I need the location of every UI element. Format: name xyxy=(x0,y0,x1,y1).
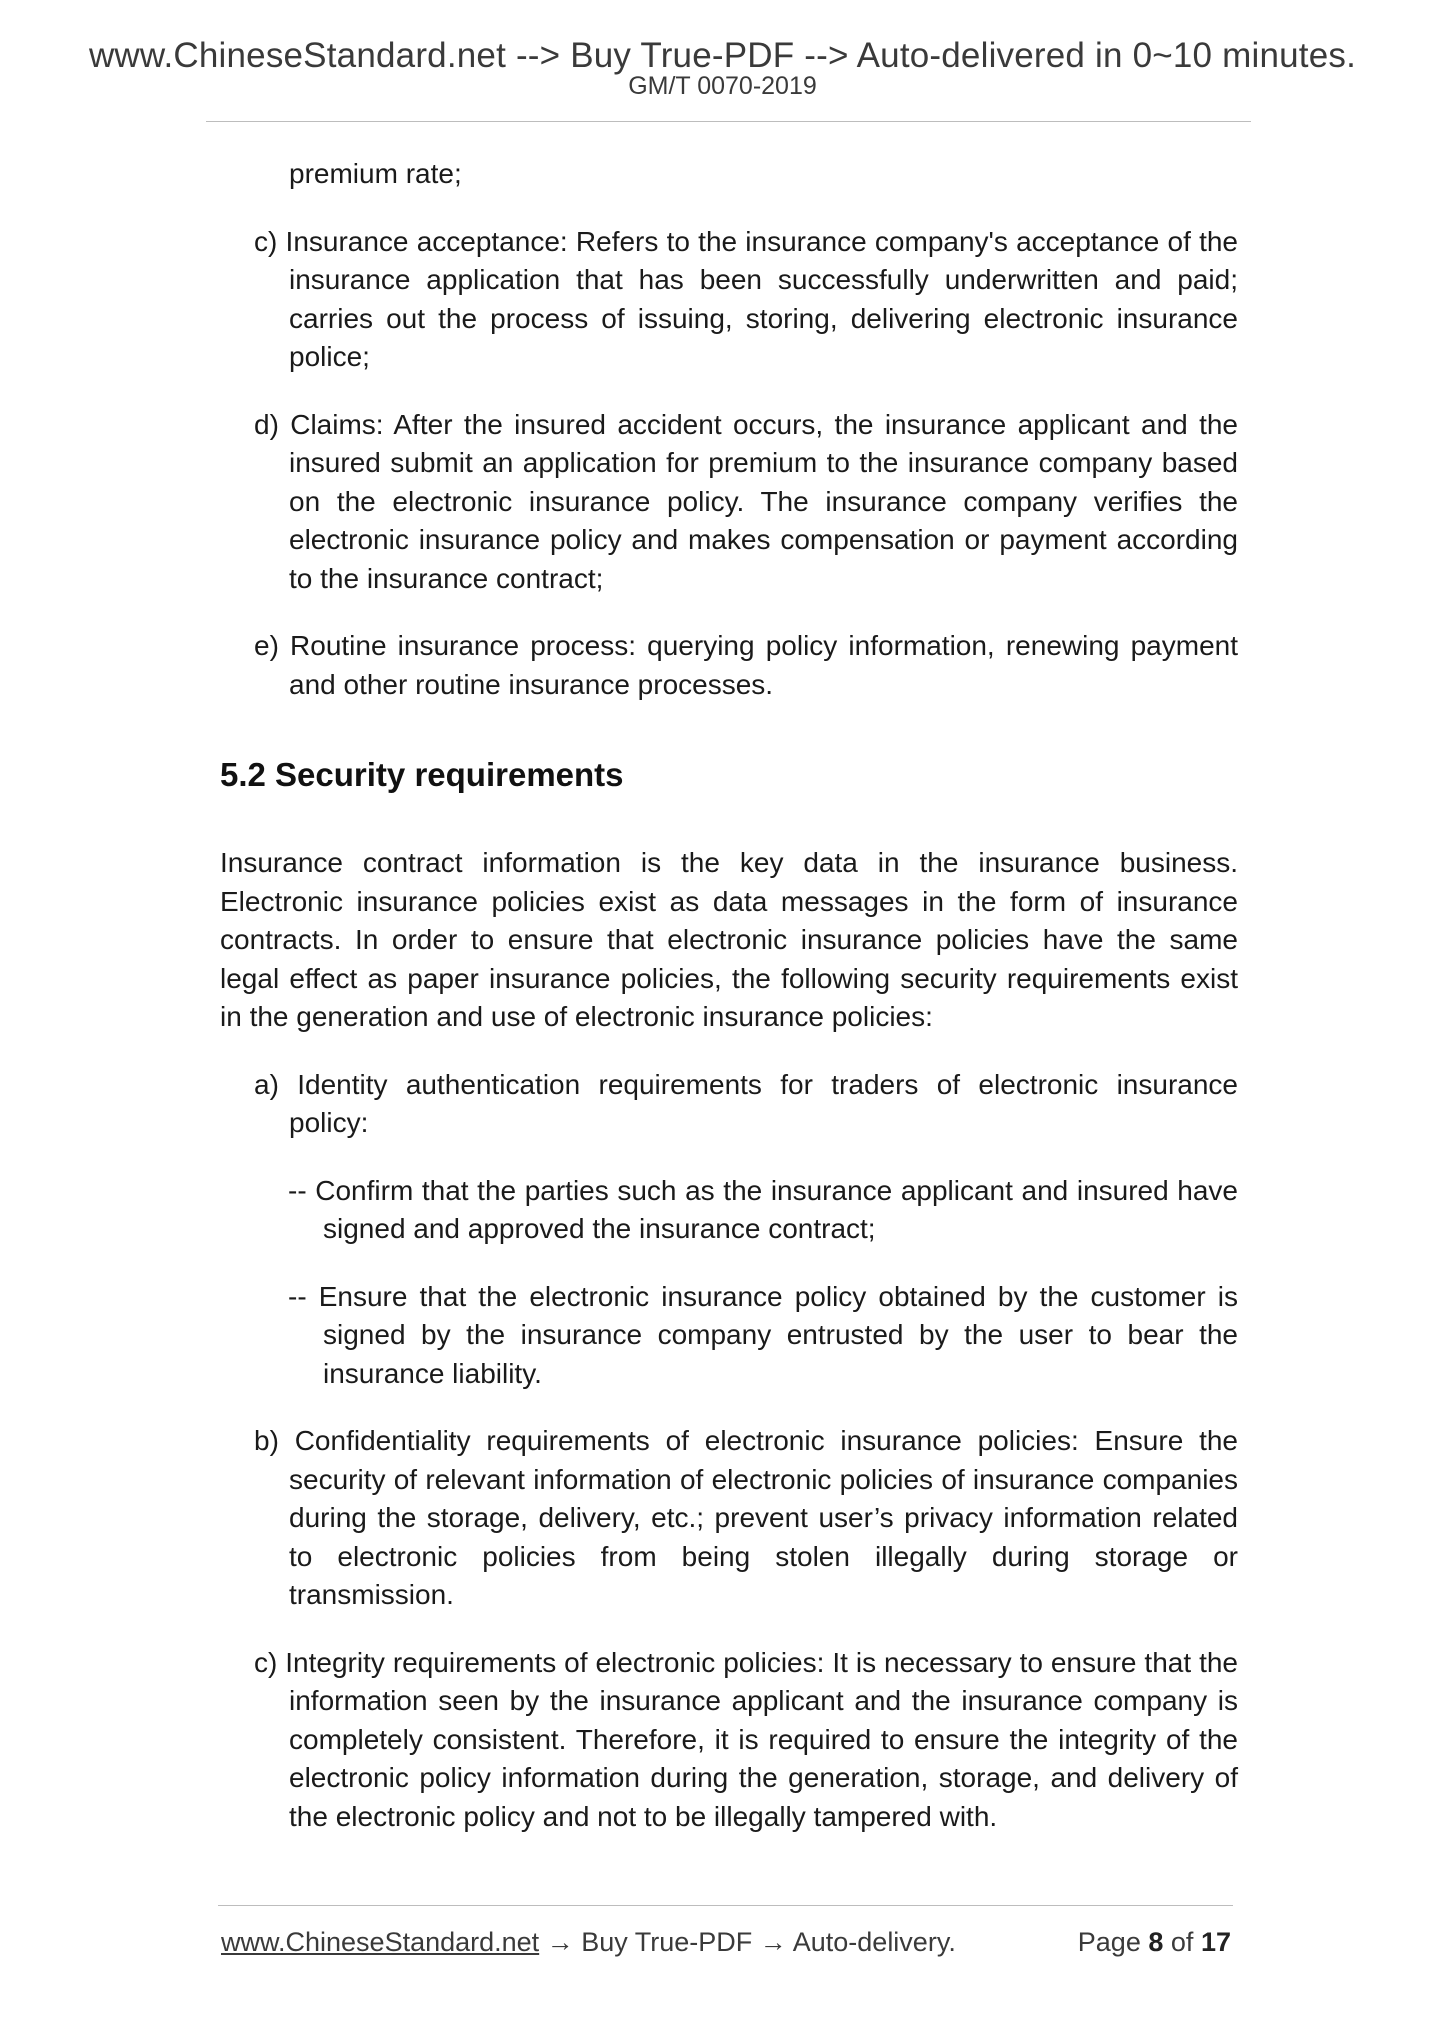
footer-tagline: → Buy True-PDF → Auto-delivery. xyxy=(539,1927,956,1957)
requirement-c: c) Integrity requirements of electronic policies: It is necessary to ensure that the information seen by the insurance applicant and the insurance company is completely consistent. Therefore, it is required to ensure the integrity of the electronic policy information during the generation, storage, and delivery of the electronic policy and not to be illegally tampered with. xyxy=(254,1646,1238,1832)
header-divider xyxy=(206,121,1251,122)
requirement-a-point-2: -- Ensure that the electronic insurance policy obtained by the customer is signed by the insurance company entrusted by the user to bear the insurance liability. xyxy=(288,1280,1238,1389)
page-indicator xyxy=(1078,1924,1231,1960)
footer-site-link[interactable]: www.ChineseStandard.net xyxy=(221,1927,540,1957)
page-word: Page xyxy=(1077,1927,1141,1957)
intro-paragraph: Insurance contract information is the key data in the insurance business. Electronic insurance policies exist as data messages in the form of insurance contracts. In order to ensure that electronic insurance policies have the same legal effect as paper insurance policies, the following security requirements exist in the generation and use of electronic insurance policies: xyxy=(220,847,1238,1032)
list-item-e: e) Routine insurance process: querying policy information, renewing payment and other routine insurance processes. xyxy=(254,630,1238,700)
continuation-line: premium rate; xyxy=(289,158,462,189)
document-code: GM/T 0070-2019 xyxy=(628,72,817,100)
of-word: of xyxy=(1170,1927,1194,1957)
footer-divider xyxy=(218,1905,1233,1906)
requirement-a-point-1: -- Confirm that the parties such as the insurance applicant and insured have signed and approved the insurance contract; xyxy=(288,1174,1238,1244)
page-body xyxy=(220,155,1238,1836)
site-banner: www.ChineseStandard.net --> Buy True-PDF --> Auto-delivered in 0~10 minutes. xyxy=(88,36,1357,75)
page-total: 17 xyxy=(1200,1927,1231,1957)
requirement-b: b) Confidentiality requirements of electronic insurance policies: Ensure the security of relevant information of electronic policies of insurance companies during the storage, delivery, etc.; prevent user’s privacy information related to electronic policies from being stolen illegally during storage or transmission. xyxy=(254,1425,1238,1610)
page-number: 8 xyxy=(1148,1927,1164,1957)
requirement-a: a) Identity authentication requirements for traders of electronic insurance policy: xyxy=(254,1068,1238,1138)
page-footer xyxy=(221,1924,1231,1960)
section-heading: 5.2 Security requirements xyxy=(220,756,624,793)
list-item-c: c) Insurance acceptance: Refers to the insurance company's acceptance of the insurance application that has been successfully underwritten and paid; carries out the process of issuing, storing, delivering electronic insurance police; xyxy=(254,225,1238,372)
list-item-d: d) Claims: After the insured accident occurs, the insurance applicant and the insured submit an application for premium to the insurance company based on the electronic insurance policy. The insurance company verifies the electronic insurance policy and makes compensation or payment according to the insurance contract; xyxy=(254,408,1238,594)
